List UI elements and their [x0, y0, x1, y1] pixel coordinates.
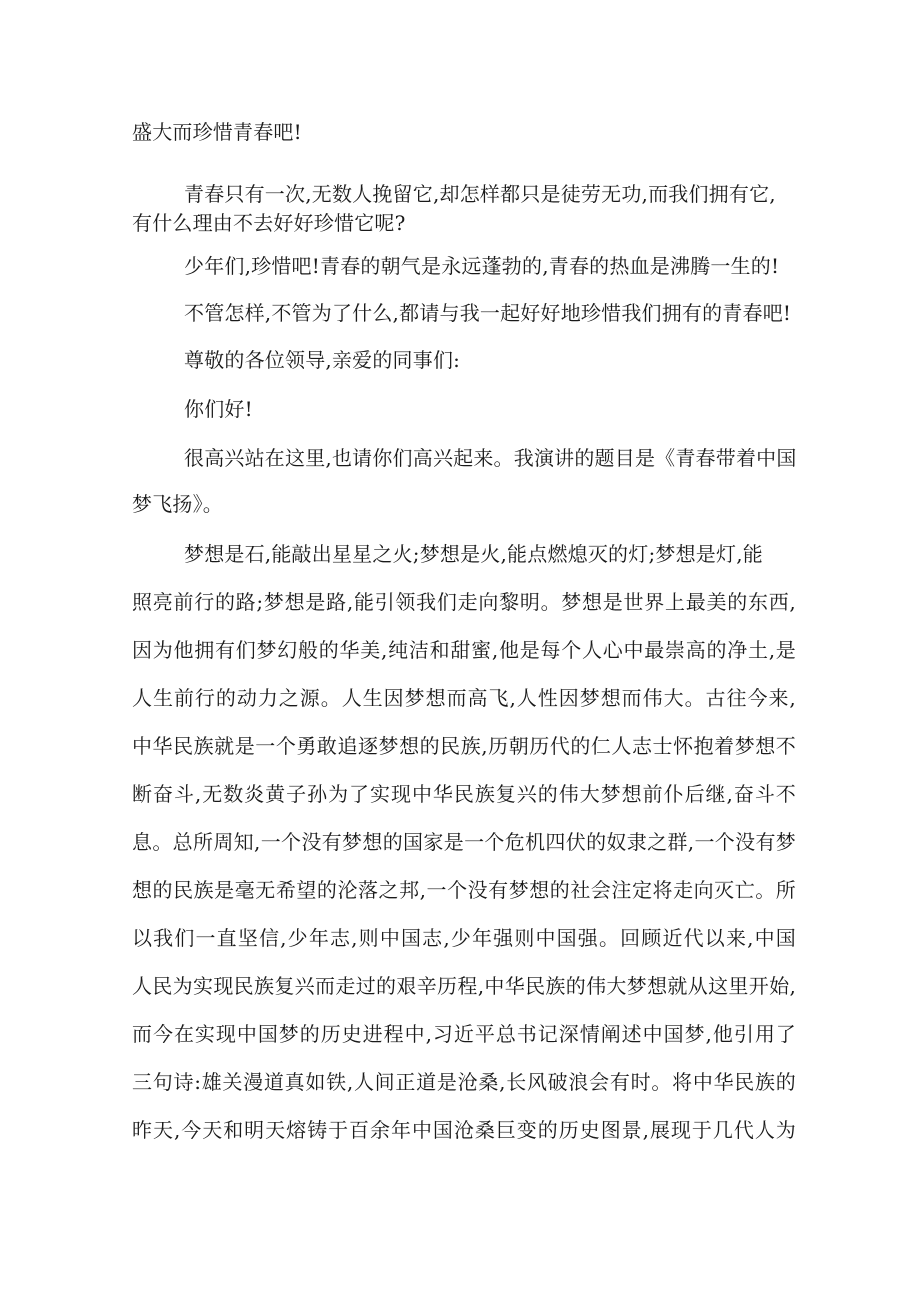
text-line-18: 以我们一直坚信,少年志,则中国志,少年强则中国强。回顾近代以来,中国: [132, 926, 796, 950]
text-line-2: 青春只有一次,无数人挽留它,却怎样都只是徒劳无功,而我们拥有它,: [184, 182, 776, 206]
text-line-1: 盛大而珍惜青春吧!: [132, 120, 302, 144]
text-line-12: 因为他拥有们梦幻般的华美,纯洁和甜蜜,他是每个人心中最崇高的净土,是: [132, 638, 796, 662]
text-line-5: 不管怎样,不管为了什么,都请与我一起好好地珍惜我们拥有的青春吧!: [184, 301, 792, 325]
text-line-7: 你们好!: [184, 397, 253, 421]
text-line-6: 尊敬的各位领导,亲爱的同事们:: [184, 348, 461, 372]
text-line-20: 而今在实现中国梦的历史进程中,习近平总书记深情阐述中国梦,他引用了: [132, 1022, 796, 1046]
text-line-14: 中华民族就是一个勇敢追逐梦想的民族,历朝历代的仁人志士怀抱着梦想不: [132, 734, 796, 758]
text-line-21: 三句诗:雄关漫道真如铁,人间正道是沧桑,长风破浪会有时。将中华民族的: [132, 1070, 796, 1094]
text-line-17: 想的民族是毫无希望的沦落之邦,一个没有梦想的社会注定将走向灭亡。所: [132, 878, 796, 902]
text-line-11: 照亮前行的路;梦想是路,能引领我们走向黎明。梦想是世界上最美的东西,: [132, 590, 796, 614]
text-line-8: 很高兴站在这里,也请你们高兴起来。我演讲的题目是《青春带着中国: [184, 446, 797, 470]
text-line-15: 断奋斗,无数炎黄子孙为了实现中华民族复兴的伟大梦想前仆后继,奋斗不: [132, 782, 796, 806]
text-line-10: 梦想是石,能敲出星星之火;梦想是火,能点燃熄灭的灯;梦想是灯,能: [184, 542, 763, 566]
text-line-4: 少年们,珍惜吧!青春的朝气是永远蓬勃的,青春的热血是沸腾一生的!: [184, 254, 780, 278]
text-line-9: 梦飞扬》。: [132, 492, 223, 516]
text-line-13: 人生前行的动力之源。人生因梦想而高飞,人性因梦想而伟大。古往今来,: [132, 686, 796, 710]
text-line-22: 昨天,今天和明天熔铸于百余年中国沧桑巨变的历史图景,展现于几代人为: [132, 1118, 796, 1142]
text-line-3: 有什么理由不去好好珍惜它呢?: [132, 211, 406, 235]
text-line-16: 息。总所周知,一个没有梦想的国家是一个危机四伏的奴隶之群,一个没有梦: [132, 830, 796, 854]
text-line-19: 人民为实现民族复兴而走过的艰辛历程,中华民族的伟大梦想就从这里开始,: [132, 974, 796, 998]
